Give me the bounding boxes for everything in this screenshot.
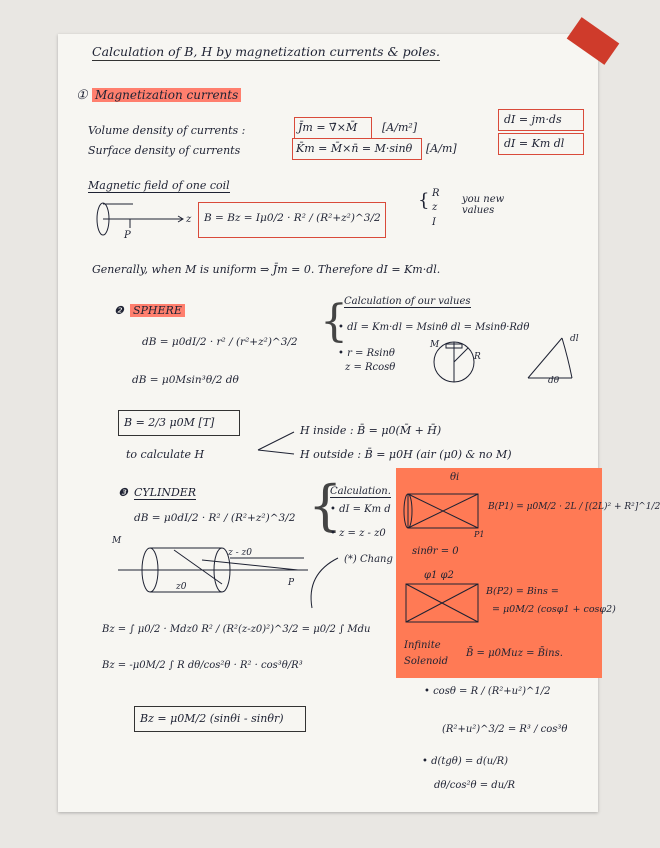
notebook-page bbox=[58, 34, 660, 812]
section-1-heading: Magnetization currents bbox=[92, 88, 241, 102]
sphere-dB-integrated: dB = μ0Msin³θ/2 dθ bbox=[132, 374, 239, 386]
sphere-calc-heading: Calculation of our values bbox=[344, 296, 471, 307]
sphere-r-label: R bbox=[474, 352, 481, 362]
surface-unit: [A/m] bbox=[426, 142, 457, 155]
coil-var-I: I bbox=[432, 217, 436, 228]
sphere-calc-3: z = Rcosθ bbox=[345, 362, 396, 373]
h-outside: H outside : B̄ = μ0H (air (μ0) & no M) bbox=[300, 448, 512, 461]
finite-cylinder-diagram bbox=[402, 490, 486, 534]
coil-var-R: R bbox=[432, 188, 440, 199]
coil-note: you new values bbox=[462, 194, 505, 216]
bp2-line-2: = μ0M/2 (cosφ1 + cosφ2) bbox=[492, 604, 616, 615]
solenoid-label: Solenoid bbox=[404, 656, 449, 667]
coil-brace: { bbox=[418, 190, 430, 211]
page-title: Calculation of B, H by magnetization currents & poles. bbox=[92, 44, 440, 59]
volume-density-label: Volume density of currents : bbox=[88, 124, 246, 137]
sphere-m-label: M bbox=[430, 340, 440, 350]
surface-density-label: Surface density of currents bbox=[88, 144, 241, 157]
cylinder-z0-label: z0 bbox=[176, 582, 187, 592]
page-corner-tab bbox=[567, 17, 620, 65]
cylinder-bz-substituted: Bz = -μ0M/2 ∫ R dθ/cos²θ · R² · cos³θ/R³ bbox=[102, 660, 303, 671]
orange-note-panel bbox=[396, 468, 660, 678]
coil-formula: B = Bz = Iμ0/2 · R² / (R²+z²)^3/2 bbox=[204, 212, 381, 224]
cylinder-dB: dB = μ0dI/2 · R² / (R²+z²)^3/2 bbox=[134, 512, 296, 524]
angle-dl-label: dl bbox=[570, 334, 579, 344]
section-1-number: ① bbox=[76, 88, 88, 103]
bp2-line-1: B(P2) = Bins = bbox=[486, 586, 559, 597]
volume-unit: [A/m²] bbox=[382, 121, 418, 134]
infinite-label: Infinite bbox=[404, 640, 441, 651]
p1-label: P1 bbox=[474, 530, 485, 539]
phi-labels: φ1 φ2 bbox=[424, 570, 454, 581]
sphere-heading: SPHERE bbox=[130, 304, 185, 317]
infinite-cylinder-diagram bbox=[400, 580, 484, 626]
sphere-to-calc: to calculate H bbox=[126, 448, 205, 461]
coil-axis-label: z bbox=[186, 214, 192, 225]
sphere-dB: dB = μ0dI/2 · r² / (r²+z²)^3/2 bbox=[142, 336, 298, 348]
general-statement: Generally, when M is uniform ⇒ J̄m = 0. Therefore dI = Km·dl. bbox=[92, 263, 441, 276]
cylinder-heading: CYLINDER bbox=[134, 486, 197, 499]
cos-relation: • cosθ = R / (R²+u²)^1/2 bbox=[424, 686, 551, 697]
differential-relation: dθ/cos²θ = du/R bbox=[434, 780, 516, 791]
bp1-formula: B(P1) = μ0M/2 · 2L / [(2L)² + R²]^1/2 bbox=[488, 502, 660, 512]
cylinder-diagram bbox=[118, 540, 318, 608]
power-relation: (R²+u²)^3/2 = R³ / cos³θ bbox=[442, 724, 568, 735]
cylinder-z-label: z - z0 bbox=[228, 548, 252, 558]
cylinder-bz-integral: Bz = ∫ μ0/2 · Mdz0 R² / (R²(z-z0)²)^3/2 = μ0/2 ∫ Mdu bbox=[102, 624, 371, 635]
surface-formula: K̄m = M̄×n̄ = M·sinθ bbox=[296, 142, 413, 155]
volume-formula: J̄m = ∇̄×M̄ bbox=[298, 121, 358, 134]
cylinder-result: Bz = μ0M/2 (sinθi - sinθr) bbox=[140, 712, 284, 725]
cylinder-p-label: P bbox=[288, 578, 295, 588]
coil-diagram bbox=[88, 194, 198, 244]
theta-i-label: θi bbox=[450, 472, 460, 483]
dI-volume: dI = jm·ds bbox=[504, 113, 562, 126]
branch-arrow bbox=[254, 430, 298, 460]
sphere-calc-1: • dI = Km·dl = Msinθ dl = Msinθ·Rdθ bbox=[338, 322, 530, 333]
coil-point-label: P bbox=[124, 230, 131, 241]
infinite-solenoid-formula: B̄ = μ0Muz = B̄ins. bbox=[466, 648, 563, 659]
cylinder-calc-heading: Calculation. bbox=[330, 486, 391, 497]
cylinder-number: ❸ bbox=[118, 486, 128, 499]
sin-theta-r: sinθr = 0 bbox=[412, 546, 459, 557]
sphere-brace: { bbox=[320, 296, 348, 347]
cylinder-m-label: M bbox=[112, 536, 122, 546]
tan-relation: • d(tgθ) = d(u/R) bbox=[422, 756, 509, 767]
coil-heading: Magnetic field of one coil bbox=[88, 179, 230, 192]
h-inside: H inside : B̄ = μ0(M̄ + H̄) bbox=[300, 424, 442, 437]
cylinder-brace: { bbox=[308, 474, 343, 537]
cylinder-calc-2: • z = z - z0 bbox=[330, 528, 386, 539]
angle-dtheta-label: dθ bbox=[548, 376, 560, 386]
coil-var-z: z bbox=[432, 202, 438, 213]
sphere-number: ❷ bbox=[114, 304, 124, 317]
cylinder-change-note: (*) Chang bbox=[344, 554, 393, 565]
sphere-calc-2: • r = Rsinθ bbox=[338, 348, 395, 359]
dI-surface: dI = Km dl bbox=[504, 137, 565, 150]
sphere-result: B = 2/3 μ0M [T] bbox=[124, 416, 215, 429]
cylinder-calc-1: • dI = Km d bbox=[330, 504, 391, 515]
